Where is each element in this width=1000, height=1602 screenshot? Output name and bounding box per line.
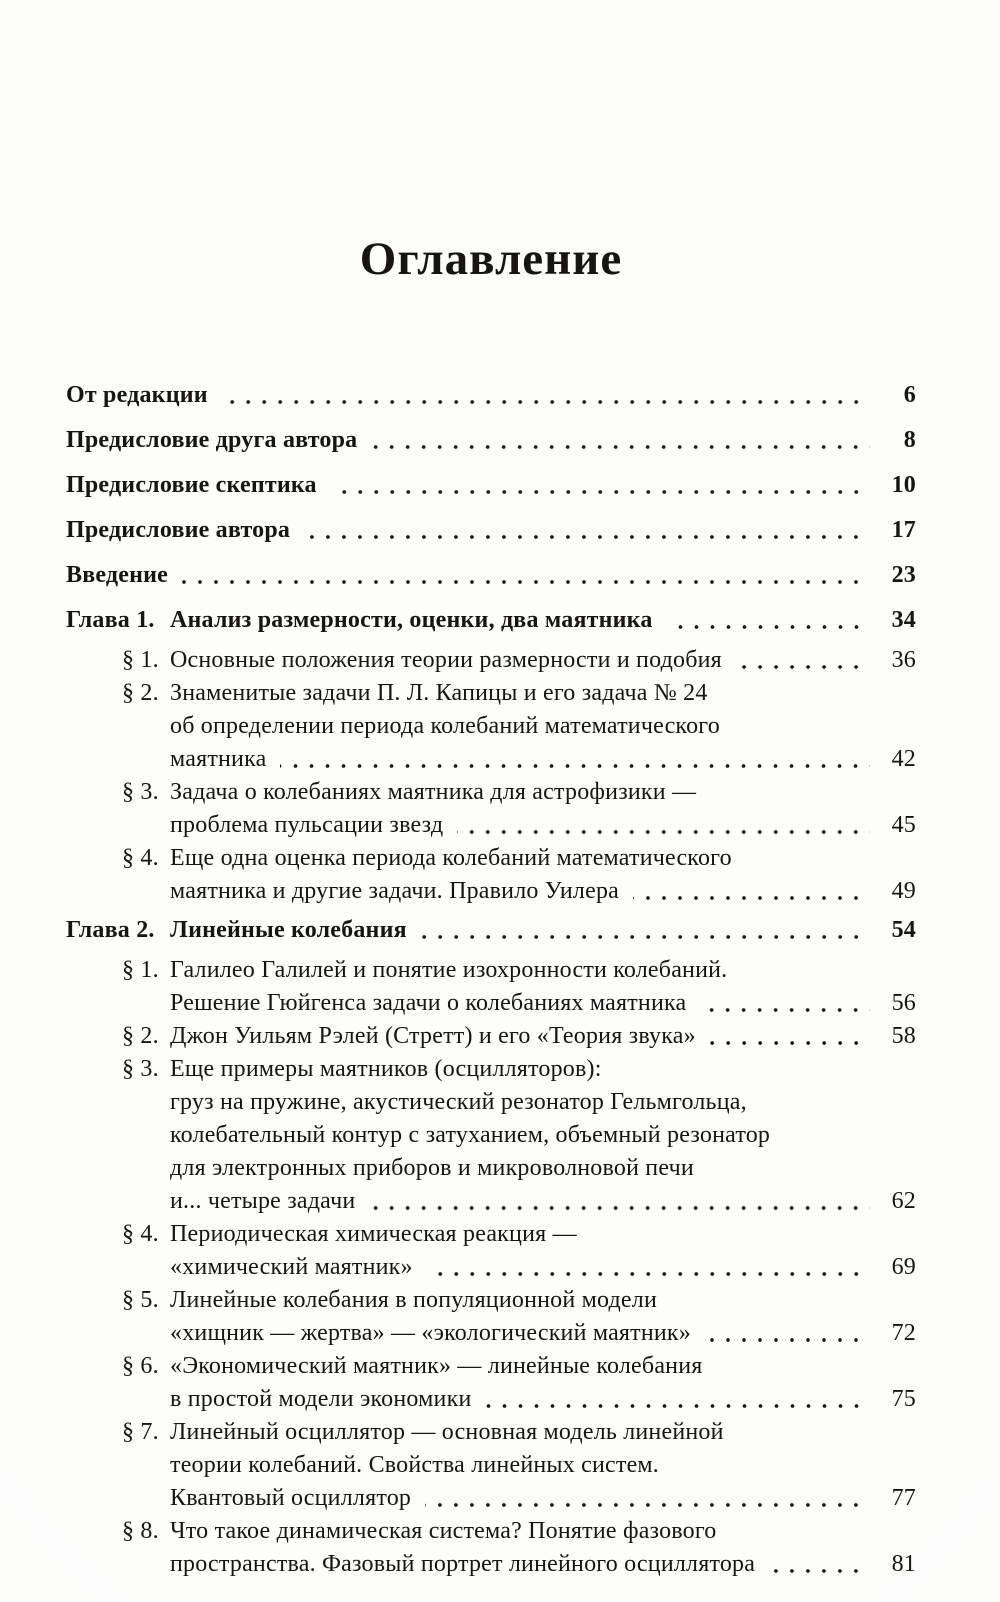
page-number: 75 [891, 1386, 916, 1412]
entry-title: Знаменитые задачи П. Л. Капицы и его задача № 24 [170, 680, 708, 706]
entry-prefix: § 7. [122, 1419, 159, 1445]
entry-prefix: § 3. [122, 1056, 159, 1082]
page-number: 36 [891, 647, 916, 673]
toc-entry [66, 379, 916, 412]
toc-entry [66, 954, 916, 1020]
toc-entry-line [66, 1152, 916, 1185]
entry-title: Периодическая химическая реакция — [170, 1221, 577, 1247]
toc-entry-line [66, 710, 916, 743]
toc-entry [66, 1218, 916, 1284]
page-number: 72 [891, 1320, 916, 1346]
toc-entry-line [66, 424, 916, 457]
page-number: 56 [891, 990, 916, 1016]
entry-title: Основные положения теории размерности и подобия [170, 647, 722, 673]
toc-entry-line [66, 914, 916, 947]
entry-prefix: § 4. [122, 845, 159, 871]
toc-entry-line [66, 1119, 916, 1152]
toc-entry-line [66, 1053, 916, 1086]
toc-entry [66, 1350, 916, 1416]
toc-entry-line [66, 1251, 916, 1284]
entry-title: колебательный контур с затуханием, объемный резонатор [170, 1122, 771, 1148]
dot-leader [705, 1338, 870, 1342]
entry-prefix: § 5. [122, 1287, 159, 1313]
toc-entry-line [66, 1548, 916, 1581]
page-number: 34 [891, 607, 916, 633]
toc-entry-line [66, 987, 916, 1020]
entry-title: Задача о колебаниях маятника для астрофизики — [170, 779, 697, 805]
entry-title: Предисловие автора [66, 517, 291, 543]
entry-title: «хищник — жертва» — «экологический маятник» [170, 1320, 691, 1346]
page-number: 8 [903, 427, 916, 453]
entry-prefix: § 1. [122, 647, 159, 673]
page-number: 77 [891, 1485, 916, 1511]
dot-leader [369, 1206, 870, 1210]
entry-title: Предисловие скептика [66, 472, 317, 498]
entry-title: Еще одна оценка периода колебаний математического [170, 845, 732, 871]
entry-title: Линейные колебания в популяционной модели [170, 1287, 658, 1313]
entry-title: Предисловие друга автора [66, 427, 358, 453]
entry-prefix: § 2. [122, 680, 159, 706]
toc-entry-line [66, 776, 916, 809]
toc-entry-line [66, 1383, 916, 1416]
dot-leader [421, 935, 870, 939]
entry-title: Решение Гюйгенса задачи о колебаниях маятника [170, 990, 687, 1016]
dot-leader [304, 535, 870, 539]
entry-title: пространства. Фазовый портрет линейного осциллятора [170, 1551, 756, 1577]
page-number: 81 [891, 1551, 916, 1577]
entry-title: груз на пружине, акустический резонатор Гельмгольца, [170, 1089, 747, 1115]
entry-title: Галилео Галилей и понятие изохронности колебаний. [170, 957, 728, 983]
entry-title: для электронных приборов и микроволновой печи [170, 1155, 694, 1181]
entry-title: Анализ размерности, оценки, два маятника [170, 607, 653, 633]
entry-title: «Экономический маятник» — линейные колебания [170, 1353, 703, 1379]
dot-leader [331, 490, 870, 494]
toc-entry [66, 644, 916, 677]
page-number: 23 [891, 562, 916, 588]
toc-entry-line [66, 1317, 916, 1350]
dot-leader [486, 1404, 871, 1408]
toc-entry-line [66, 1350, 916, 1383]
toc-entry-line [66, 842, 916, 875]
toc-entry [66, 842, 916, 908]
entry-title: Что такое динамическая система? Понятие фазового [170, 1518, 717, 1544]
entry-title: Линейные колебания [170, 917, 407, 943]
toc-entry-line [66, 379, 916, 412]
toc-entry-line [66, 1185, 916, 1218]
entry-prefix: § 4. [122, 1221, 159, 1247]
entry-title: и... четыре задачи [170, 1188, 356, 1214]
page-number: 58 [891, 1023, 916, 1049]
toc-entry-line [66, 809, 916, 842]
page-number: 49 [891, 878, 916, 904]
toc-entry-line [66, 514, 916, 547]
toc-entry-line [66, 1482, 916, 1515]
entry-title: теории колебаний. Свойства линейных систем. [170, 1452, 660, 1478]
toc-entry [66, 1515, 916, 1581]
toc-entry [66, 1053, 916, 1218]
entry-title: Квантовый осциллятор [170, 1485, 412, 1511]
dot-leader [222, 400, 870, 404]
toc-entry [66, 424, 916, 457]
toc-entry-line [66, 559, 916, 592]
page-number: 62 [891, 1188, 916, 1214]
dot-leader [710, 1041, 870, 1045]
entry-title: «химический маятник» [170, 1254, 413, 1280]
toc-entry [66, 914, 916, 947]
dot-leader [182, 580, 870, 584]
toc-entry-line [66, 1515, 916, 1548]
page-number: 6 [903, 382, 916, 408]
page-number: 45 [891, 812, 916, 838]
dot-leader [427, 1272, 870, 1276]
entry-title: в простой модели экономики [170, 1386, 472, 1412]
toc-entry-line [66, 469, 916, 502]
page-number: 42 [891, 746, 916, 772]
entry-title: Введение [66, 562, 169, 588]
page-title: Оглавление [359, 233, 623, 285]
toc-entry [66, 469, 916, 502]
toc-entry [66, 1416, 916, 1515]
entry-title: об определении периода колебаний математического [170, 713, 720, 739]
toc-entry [66, 1284, 916, 1350]
page-number: 10 [891, 472, 916, 498]
toc-entry-line [66, 604, 916, 637]
dot-leader [736, 665, 870, 669]
toc-entry-line [66, 1416, 916, 1449]
toc-entry-line [66, 1284, 916, 1317]
toc-entry [66, 514, 916, 547]
toc-list [66, 379, 916, 1581]
page-number: 69 [891, 1254, 916, 1280]
entry-prefix: Глава 1. [66, 607, 155, 633]
toc-entry [66, 1020, 916, 1053]
entry-title: проблема пульсации звезд [170, 812, 444, 838]
entry-title: От редакции [66, 382, 208, 408]
page-number: 17 [891, 517, 916, 543]
toc-entry-line [66, 954, 916, 987]
entry-title: маятника [170, 746, 267, 772]
dot-leader [700, 1008, 870, 1012]
toc-entry-line [66, 1218, 916, 1251]
toc-content [66, 0, 916, 1581]
entry-title: Еще примеры маятников (осцилляторов): [170, 1056, 602, 1082]
toc-entry [66, 604, 916, 637]
dot-leader [371, 445, 870, 449]
toc-entry-line [66, 1020, 916, 1053]
dot-leader [667, 625, 870, 629]
entry-prefix: § 8. [122, 1518, 159, 1544]
dot-leader [633, 896, 870, 900]
toc-entry-line [66, 1449, 916, 1482]
entry-title: Джон Уильям Рэлей (Стретт) и его «Теория звука» [170, 1023, 696, 1049]
toc-entry-line [66, 743, 916, 776]
toc-entry [66, 559, 916, 592]
dot-leader [280, 764, 870, 768]
dot-leader [457, 830, 870, 834]
toc-entry-line [66, 875, 916, 908]
toc-entry-line [66, 1086, 916, 1119]
entry-title: маятника и другие задачи. Правило Уилера [170, 878, 620, 904]
entry-prefix: § 1. [122, 957, 159, 983]
entry-title: Линейный осциллятор — основная модель линейной [170, 1419, 724, 1445]
toc-entry [66, 677, 916, 776]
entry-prefix: § 6. [122, 1353, 159, 1379]
dot-leader [769, 1569, 870, 1573]
entry-prefix: § 3. [122, 779, 159, 805]
toc-entry [66, 776, 916, 842]
page-number: 54 [891, 917, 916, 943]
dot-leader [425, 1503, 870, 1507]
toc-entry-line [66, 644, 916, 677]
entry-prefix: Глава 2. [66, 917, 155, 943]
entry-prefix: § 2. [122, 1023, 159, 1049]
toc-entry-line [66, 677, 916, 710]
